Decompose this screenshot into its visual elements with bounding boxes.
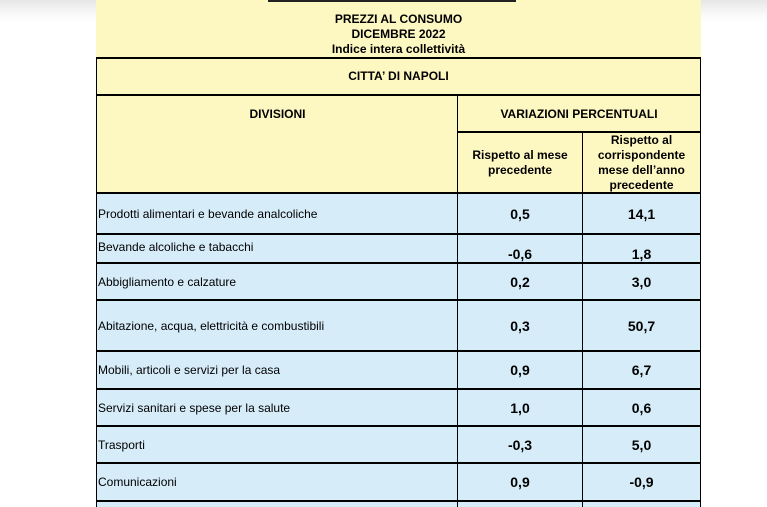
row-mom-value: -0,3 [457, 426, 582, 463]
row-mom-value: 0,2 [457, 263, 582, 300]
subheader-empty [96, 132, 458, 193]
row-label: Comunicazioni [96, 463, 458, 501]
row-yoy-value: 5,0 [582, 426, 701, 463]
row-yoy-value: 0,6 [582, 389, 701, 426]
row-label: Trasporti [96, 426, 458, 463]
row-yoy-value: 6,7 [582, 351, 701, 389]
row-mom-value: 0,9 [457, 463, 582, 501]
title-line-3: Indice intera collettività [331, 42, 466, 56]
table-row [96, 389, 701, 426]
table-row [96, 426, 701, 463]
title-line-1: PREZZI AL CONSUMO [334, 12, 463, 26]
row-mom-value: 0,9 [457, 351, 582, 389]
row-mom-value: -0,6 [457, 234, 582, 263]
table-row [96, 351, 701, 389]
city-title: CITTA’ DI NAPOLI [348, 69, 449, 83]
row-yoy-value: 1,8 [582, 234, 701, 263]
row-label: Bevande alcoliche e tabacchi [96, 234, 458, 263]
row-label [96, 501, 458, 507]
title-line-2: DICEMBRE 2022 [351, 27, 446, 41]
subheader-row [96, 132, 701, 193]
table-row [96, 263, 701, 300]
row-yoy-value: -0,9 [582, 463, 701, 501]
row-label: Abbigliamento e calzature [96, 263, 458, 300]
city-row [96, 57, 701, 95]
row-mom-value: 0,3 [457, 300, 582, 351]
column-header-row [96, 95, 701, 132]
divisions-header: DIVISIONI [96, 95, 458, 132]
top-rule [268, 0, 516, 2]
row-yoy-value [582, 501, 701, 507]
prev-month-header: Rispetto al mese precedente [457, 132, 582, 193]
table-row [96, 501, 701, 507]
row-label: Servizi sanitari e spese per la salute [96, 389, 458, 426]
table-row [96, 300, 701, 351]
document-page [96, 0, 701, 507]
row-mom-value: 1,0 [457, 389, 582, 426]
variations-header: VARIAZIONI PERCENTUALI [457, 95, 701, 132]
row-label: Abitazione, acqua, elettricità e combustibili [96, 300, 458, 351]
table-row [96, 234, 701, 263]
prev-year-header: Rispetto al corrispondente mese dell’anno precedente [582, 132, 701, 193]
row-yoy-value: 3,0 [582, 263, 701, 300]
row-label: Prodotti alimentari e bevande analcoliche [96, 193, 458, 234]
row-mom-value: 0,5 [457, 193, 582, 234]
table-row [96, 193, 701, 234]
prices-table [96, 57, 701, 507]
row-label: Mobili, articoli e servizi per la casa [96, 351, 458, 389]
row-mom-value [457, 501, 582, 507]
row-yoy-value: 14,1 [582, 193, 701, 234]
table-row [96, 463, 701, 501]
row-yoy-value: 50,7 [582, 300, 701, 351]
